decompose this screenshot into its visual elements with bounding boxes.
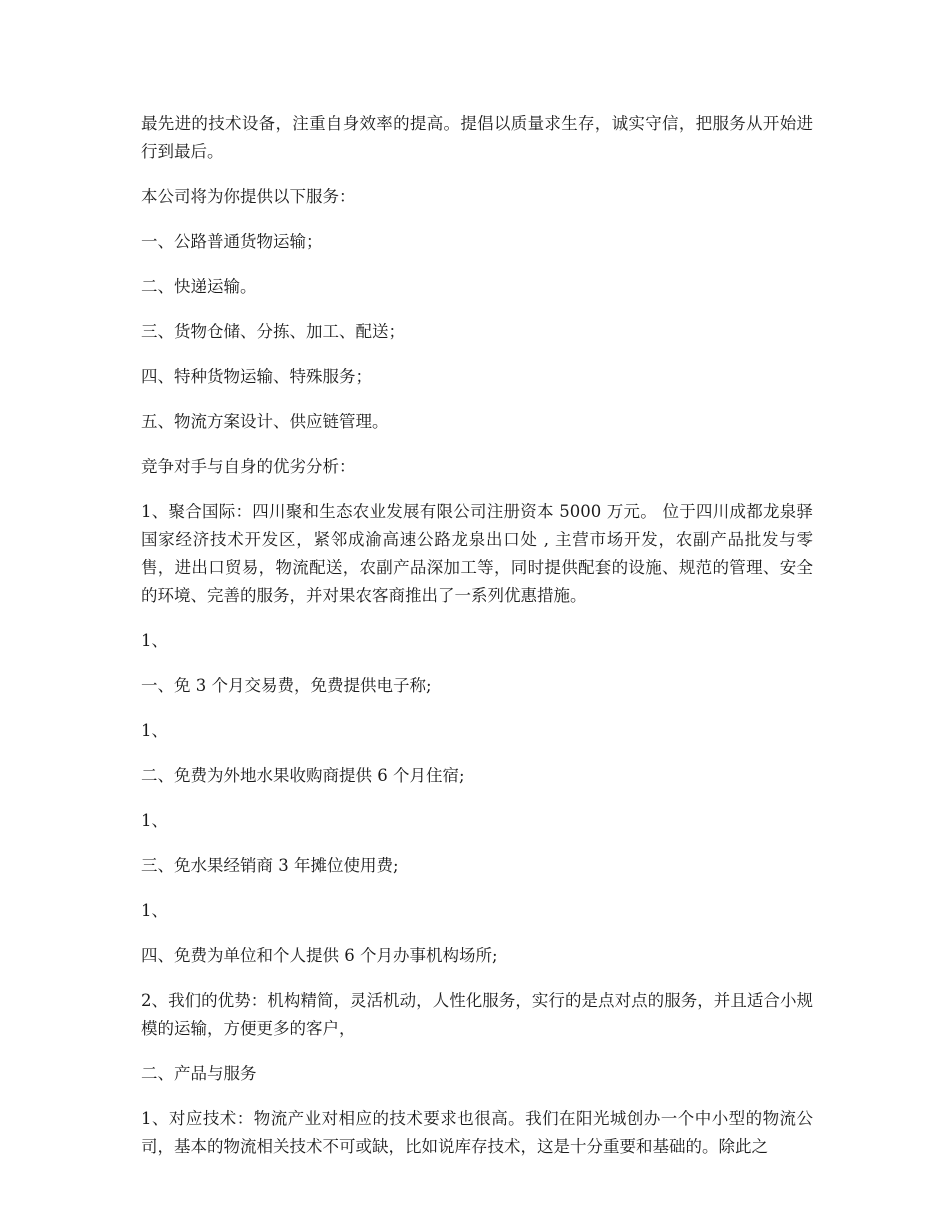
service-item-1: 一、公路普通货物运输； xyxy=(141,232,323,251)
paragraph-advantages: 2、我们的优势：机构精简，灵活机动，人性化服务，实行的是点对点的服务，并且适合小规模的运输，方便更多的客户， xyxy=(141,991,813,1038)
service-item-5: 五、物流方案设计、供应链管理。 xyxy=(141,412,389,431)
list-marker: 1、 xyxy=(141,721,168,740)
service-item-3: 三、货物仓储、分拣、加工、配送； xyxy=(141,322,405,341)
paragraph-technology: 1、对应技术：物流产业对相应的技术要求也很高。我们在阳光城创办一个中小型的物流公司，基本的物流相关技术不可或缺，比如说库存技术，这是十分重要和基础的。除此之 xyxy=(141,1109,813,1156)
offer-item-3: 三、免水果经销商 3 年摊位使用费; xyxy=(141,856,399,875)
document-body xyxy=(141,110,813,1178)
paragraph-competition-heading: 竞争对手与自身的优劣分析： xyxy=(141,457,356,476)
offer-item-4: 四、免费为单位和个人提供 6 个月办事机构场所; xyxy=(141,946,498,965)
service-item-2: 二、快递运输。 xyxy=(141,277,257,296)
section-heading-products: 二、产品与服务 xyxy=(141,1064,257,1083)
paragraph-intro: 最先进的技术设备，注重自身效率的提高。提倡以质量求生存，诚实守信，把服务从开始进行到最后。 xyxy=(141,114,813,161)
list-marker: 1、 xyxy=(141,631,168,650)
list-marker: 1、 xyxy=(141,901,168,920)
paragraph-competitor-description: 1、聚合国际：四川聚和生态农业发展有限公司注册资本 5000 万元。 位于四川成都龙泉驿国家经济技术开发区，紧邻成渝高速公路龙泉出口处 , 主营市场开发，农副产品批发与零售，进出口贸易，物流配送，农副产品深加工等，同时提供配套的设施、规范的管理、安全的环境、完善的服务，并对果农客商推出了一系列优惠措施。 xyxy=(141,502,813,605)
list-marker: 1、 xyxy=(141,811,168,830)
offer-item-1: 一、免 3 个月交易费，免费提供电子称; xyxy=(141,676,432,695)
offer-item-2: 二、免费为外地水果收购商提供 6 个月住宿; xyxy=(141,766,465,785)
paragraph-services-heading: 本公司将为你提供以下服务： xyxy=(141,187,356,206)
service-item-4: 四、特种货物运输、特殊服务； xyxy=(141,367,372,386)
